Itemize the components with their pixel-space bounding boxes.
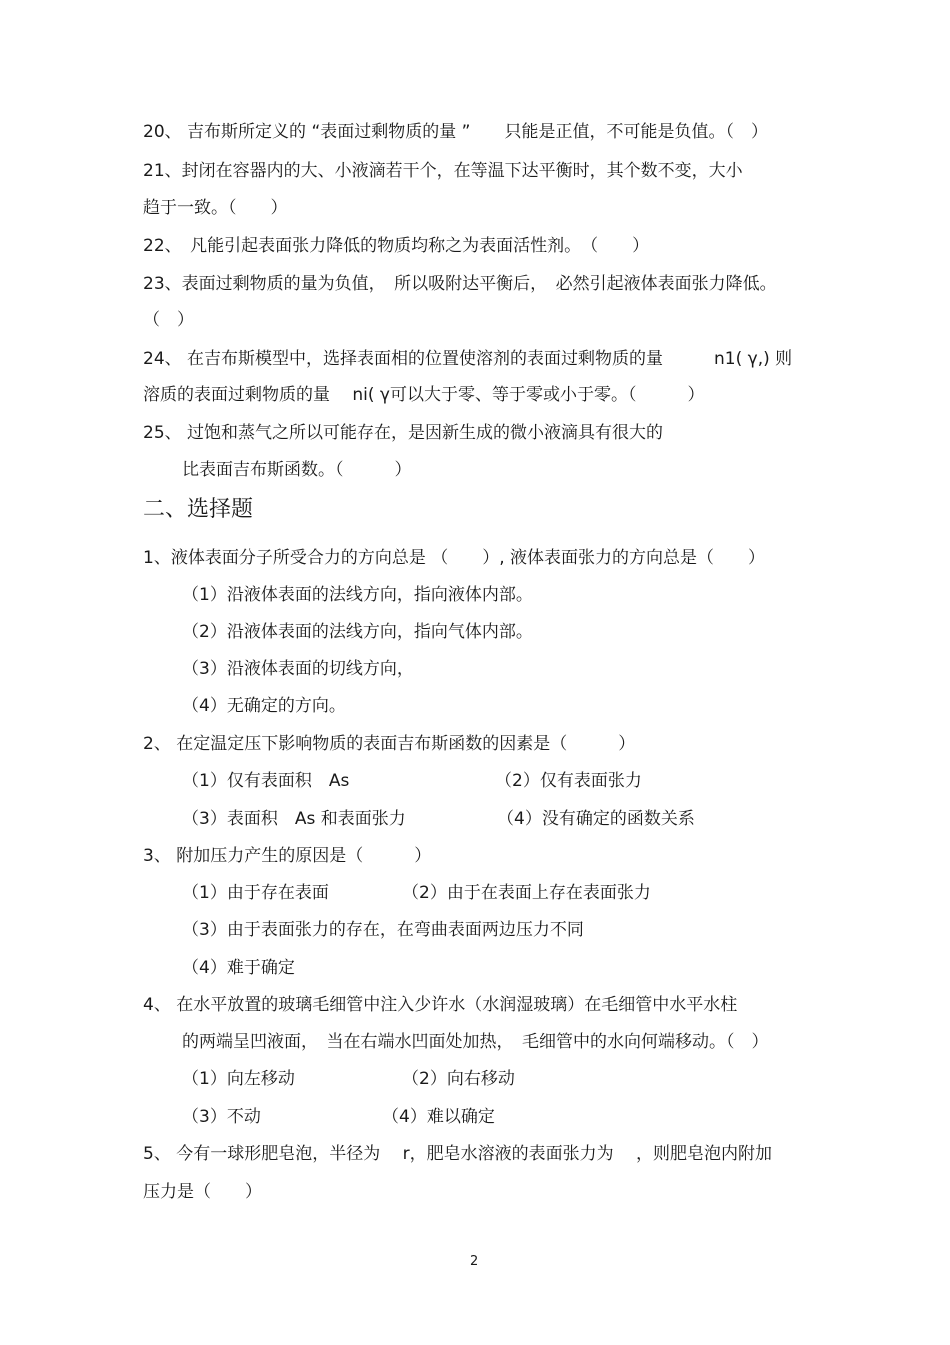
- question-25-line1: 25、 过饱和蒸气之所以可能存在，是因新生成的微小液滴具有很大的: [143, 423, 664, 443]
- question-21-line1: 21、封闭在容器内的大、小液滴若干个，在等温下达平衡时，其个数不变，大小: [143, 161, 743, 181]
- question-24-line2: 溶质的表面过剩物质的量 ni( γ可以大于零、等于零或小于零。（ ）: [143, 385, 705, 405]
- page-number: 2: [470, 1254, 479, 1269]
- mc-question-1-option-2: （2）沿液体表面的法线方向，指向气体内部。: [182, 622, 533, 642]
- mc-question-5-line2: 压力是（ ）: [143, 1182, 262, 1202]
- mc-question-2-option-4: （4）没有确定的函数关系: [497, 809, 695, 829]
- question-20: 20、 吉布斯所定义的 “表面过剩物质的量 ” 只能是正值，不可能是负值。（ ）: [143, 122, 768, 142]
- mc-question-3-option-1: （1）由于存在表面: [182, 883, 329, 903]
- mc-question-4-option-3: （3）不动: [182, 1107, 261, 1127]
- question-22: 22、 凡能引起表面张力降低的物质均称之为表面活性剂。 （ ）: [143, 236, 650, 256]
- mc-question-1-option-1: （1）沿液体表面的法线方向，指向液体内部。: [182, 585, 533, 605]
- question-24-line1: 24、 在吉布斯模型中，选择表面相的位置使溶剂的表面过剩物质的量 n1( γ,) 则: [143, 349, 793, 369]
- mc-question-5-line1: 5、 今有一球形肥皂泡，半径为 r，肥皂水溶液的表面张力为 ，则肥皂泡内附加: [143, 1144, 773, 1164]
- mc-question-2: 2、 在定温定压下影响物质的表面吉布斯函数的因素是（ ）: [143, 734, 636, 754]
- question-21-line2: 趋于一致。（ ）: [143, 198, 288, 218]
- mc-question-1: 1、液体表面分子所受合力的方向总是 （ ）, 液体表面张力的方向总是（ ）: [143, 548, 766, 568]
- section-title: 二、选择题: [143, 497, 254, 522]
- mc-question-1-option-4: （4）无确定的方向。: [182, 696, 346, 716]
- mc-question-3-option-2: （2）由于在表面上存在表面张力: [402, 883, 651, 903]
- mc-question-4-option-1: （1）向左移动: [182, 1069, 295, 1089]
- mc-question-3: 3、 附加压力产生的原因是（ ）: [143, 846, 432, 866]
- question-23-line1: 23、表面过剩物质的量为负值， 所以吸附达平衡后， 必然引起液体表面张力降低。: [143, 274, 777, 294]
- mc-question-2-option-1: （1）仅有表面积 As: [182, 771, 350, 791]
- mc-question-4-option-4: （4）难以确定: [382, 1107, 495, 1127]
- question-23-line2: （ ）: [143, 310, 194, 330]
- mc-question-4-line1: 4、 在水平放置的玻璃毛细管中注入少许水（水润湿玻璃）在毛细管中水平水柱: [143, 995, 738, 1015]
- mc-question-2-option-3: （3）表面积 As 和表面张力: [182, 809, 406, 829]
- mc-question-3-option-4: （4）难于确定: [182, 958, 295, 978]
- question-25-line2: 比表面吉布斯函数。（ ）: [182, 460, 412, 480]
- mc-question-3-option-3: （3）由于表面张力的存在，在弯曲表面两边压力不同: [182, 920, 584, 940]
- mc-question-2-option-2: （2）仅有表面张力: [495, 771, 642, 791]
- mc-question-4-option-2: （2）向右移动: [402, 1069, 515, 1089]
- mc-question-1-option-3: （3）沿液体表面的切线方向，: [182, 659, 414, 679]
- mc-question-4-line2: 的两端呈凹液面， 当在右端水凹面处加热， 毛细管中的水向何端移动。（ ）: [182, 1032, 769, 1052]
